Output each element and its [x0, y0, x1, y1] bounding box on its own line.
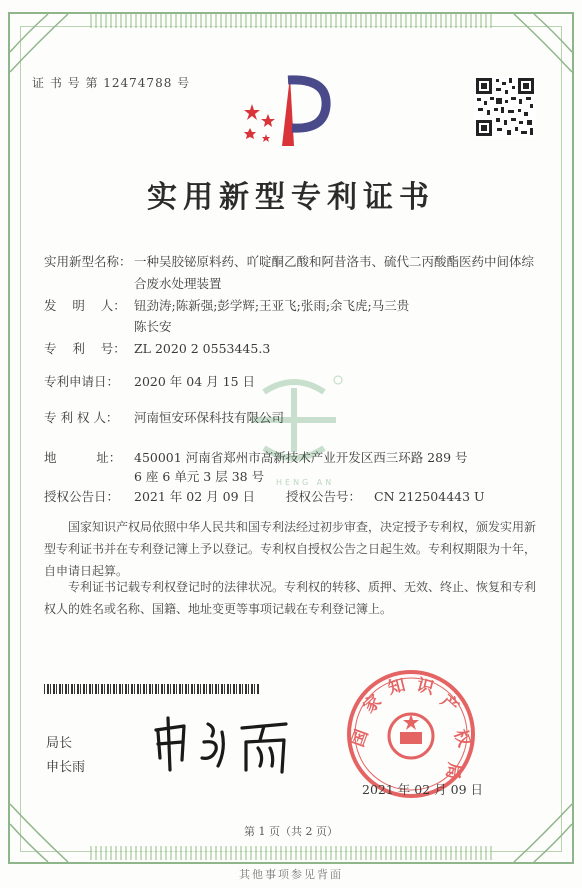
svg-text:知: 知: [386, 675, 408, 699]
apply-date-label: 专利申请日：: [44, 374, 120, 389]
svg-text:产: 产: [436, 691, 463, 718]
notice-paragraph-2: 专利证书记载专利权登记时的法律状况。专利权的转移、质押、无效、终止、恢复和专利权人的姓名或名称、国籍、地址变更等事项记载在专利登记簿上。: [44, 580, 537, 616]
grant-date-value: 2021 年 02 月 09 日: [134, 489, 255, 504]
watermark-brand: HENG AN: [276, 478, 335, 487]
inventor-label: 发 明 人：: [44, 298, 126, 313]
name-value-line2: 合废水处理装置: [134, 276, 222, 291]
grant-no-value: CN 212504443 U: [374, 489, 485, 504]
patent-no-label: 专 利 号：: [44, 341, 126, 356]
signature-title: 局长: [46, 736, 73, 751]
barcode: [44, 684, 260, 694]
svg-text:家: 家: [359, 691, 386, 718]
qr-code-icon: [474, 76, 536, 138]
patentee-label: 专 利 权 人：: [44, 410, 119, 425]
grant-date-label: 授权公告日：: [44, 489, 120, 504]
patent-no-value: ZL 2020 2 0553445.3: [134, 341, 271, 356]
inventor-value-line1: 钮劲涛;陈新强;彭学辉;王亚飞;张雨;余飞虎;马三贵: [134, 298, 410, 313]
apply-date-value: 2020 年 04 月 15 日: [134, 374, 255, 389]
svg-text:识: 识: [414, 675, 436, 699]
cnipa-logo-icon: [238, 70, 334, 150]
grant-no-label: 授权公告号：: [286, 489, 362, 504]
page-title: 实用新型专利证书: [147, 180, 435, 215]
notice-paragraph-1: 国家知识产权局依照中华人民共和国专利法经过初步审查，决定授予专利权，颁发实用新型专利证书并在专利登记簿上予以登记。专利权自授权公告之日起生效。专利权期限为十年，自申请日起算。: [44, 520, 537, 578]
address-value-line1: 450001 河南省郑州市高新技术产业开发区西三环路 289 号: [134, 450, 468, 465]
svg-text:局: 局: [441, 760, 465, 781]
address-label: 地 址：: [44, 450, 122, 465]
page-number: 第 1 页（共 2 页）: [244, 825, 338, 838]
patentee-value: 河南恒安环保科技有限公司: [134, 410, 285, 425]
signature-name: 申长雨: [46, 760, 86, 775]
address-value-line2: 6 座 6 单元 3 层 38 号: [134, 469, 265, 484]
seal-date: 2021 年 02 月 09 日: [362, 782, 483, 797]
name-value-line1: 一种吴胶铋原料药、吖啶酮乙酸和阿昔洛韦、硫代二丙酸酯医药中间体综: [134, 254, 535, 269]
svg-text:国: 国: [347, 726, 373, 750]
cert-number: 证 书 号 第 12474788 号: [32, 76, 191, 90]
svg-text:权: 权: [449, 726, 475, 750]
name-label: 实用新型名称：: [44, 254, 132, 269]
inventor-value-line2: 陈长安: [134, 319, 172, 334]
footer-note: 其他事项参见背面: [239, 868, 343, 881]
handwritten-signature: [146, 710, 296, 780]
